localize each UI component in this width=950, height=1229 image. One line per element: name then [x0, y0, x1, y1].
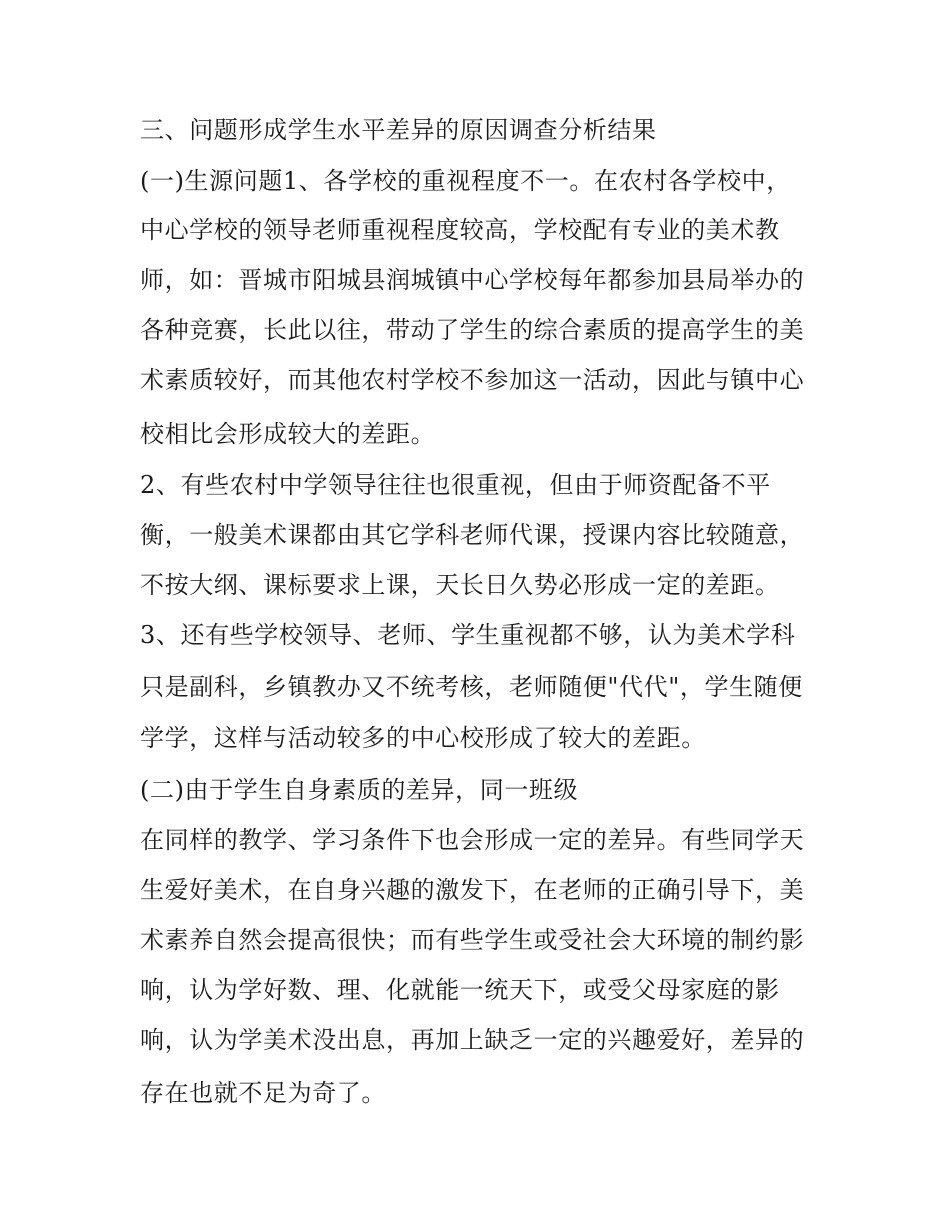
text-line: 响，认为学好数、理、化就能一统天下，或受父母家庭的影 — [140, 976, 780, 1004]
text-line: (一)生源问题1、各学校的重视程度不一。在农村各学校中， — [140, 167, 791, 195]
text-line: 术素质较好，而其他农村学校不参加这一活动，因此与镇中心 — [140, 366, 805, 394]
text-line: 校相比会形成较大的差距。 — [140, 420, 436, 448]
text-line: 师，如：晋城市阳城县润城镇中心学校每年都参加县局举办的 — [140, 266, 805, 294]
text-line: 存在也就不足为奇了。 — [140, 1079, 386, 1107]
section-heading: 三、问题形成学生水平差异的原因调查分析结果 — [140, 116, 657, 144]
text-line: 2、有些农村中学领导往往也很重视，但由于师资配备不平 — [140, 471, 771, 499]
text-line: 不按大纲、课标要求上课，天长日久势必形成一定的差距。 — [140, 571, 780, 599]
text-line: 只是副科，乡镇教办又不统考核，老师随便"代代"，学生随便 — [140, 673, 803, 701]
text-line: 中心学校的领导老师重视程度较高，学校配有专业的美术教 — [140, 216, 780, 244]
text-line: 衡，一般美术课都由其它学科老师代课，授课内容比较随意， — [140, 521, 805, 549]
text-line: 在同样的教学、学习条件下也会形成一定的差异。有些同学天 — [140, 826, 805, 854]
text-line: 术素养自然会提高很快；而有些学生或受社会大环境的制约影 — [140, 926, 805, 954]
text-line: 各种竞赛，长此以往，带动了学生的综合素质的提高学生的美 — [140, 316, 805, 344]
text-line: 学学，这样与活动较多的中心校形成了较大的差距。 — [140, 724, 706, 752]
text-line: 响，认为学美术没出息，再加上缺乏一定的兴趣爱好，差异的 — [140, 1026, 805, 1054]
text-line: 生爱好美术，在自身兴趣的激发下，在老师的正确引导下，美 — [140, 876, 805, 904]
text-line: 3、还有些学校领导、老师、学生重视都不够，认为美术学科 — [140, 621, 796, 649]
text-line: (二)由于学生自身素质的差异，同一班级 — [140, 776, 579, 804]
